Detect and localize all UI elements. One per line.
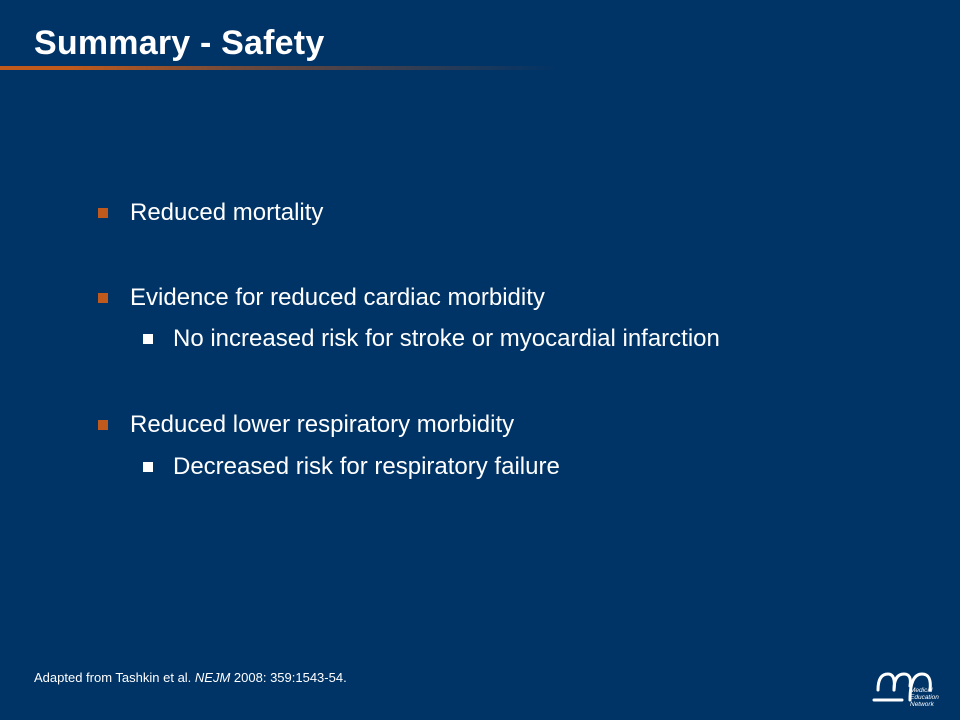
title-underline xyxy=(0,66,560,70)
logo-word-education: Education xyxy=(910,694,939,701)
bullet-item xyxy=(98,411,514,439)
sub-bullet-item xyxy=(143,453,560,481)
square-bullet-icon xyxy=(143,334,153,344)
citation-footnote xyxy=(34,670,347,685)
sub-bullet-item xyxy=(143,325,720,353)
citation-prefix: Adapted from Tashkin et al. xyxy=(34,670,195,685)
square-bullet-icon xyxy=(98,420,108,430)
square-bullet-icon xyxy=(143,462,153,472)
bullet-text: Reduced lower respiratory morbidity xyxy=(130,411,515,438)
logo-word-medical: Medical xyxy=(910,687,933,694)
logo-word-network: Network xyxy=(910,701,934,708)
bullet-item xyxy=(98,284,545,312)
men-logo-icon xyxy=(872,660,942,708)
slide-title: Summary - Safety xyxy=(34,24,325,62)
citation-journal: NEJM xyxy=(194,670,231,685)
bullet-item xyxy=(98,199,323,227)
sub-bullet-text: Decreased risk for respiratory failure xyxy=(173,453,560,480)
square-bullet-icon xyxy=(98,208,108,218)
bullet-text: Reduced mortality xyxy=(130,199,324,226)
sub-bullet-text: No increased risk for stroke or myocardial infarction xyxy=(173,325,720,352)
square-bullet-icon xyxy=(98,293,108,303)
citation-suffix: 2008: 359:1543-54. xyxy=(230,670,347,685)
bullet-text: Evidence for reduced cardiac morbidity xyxy=(130,284,545,311)
